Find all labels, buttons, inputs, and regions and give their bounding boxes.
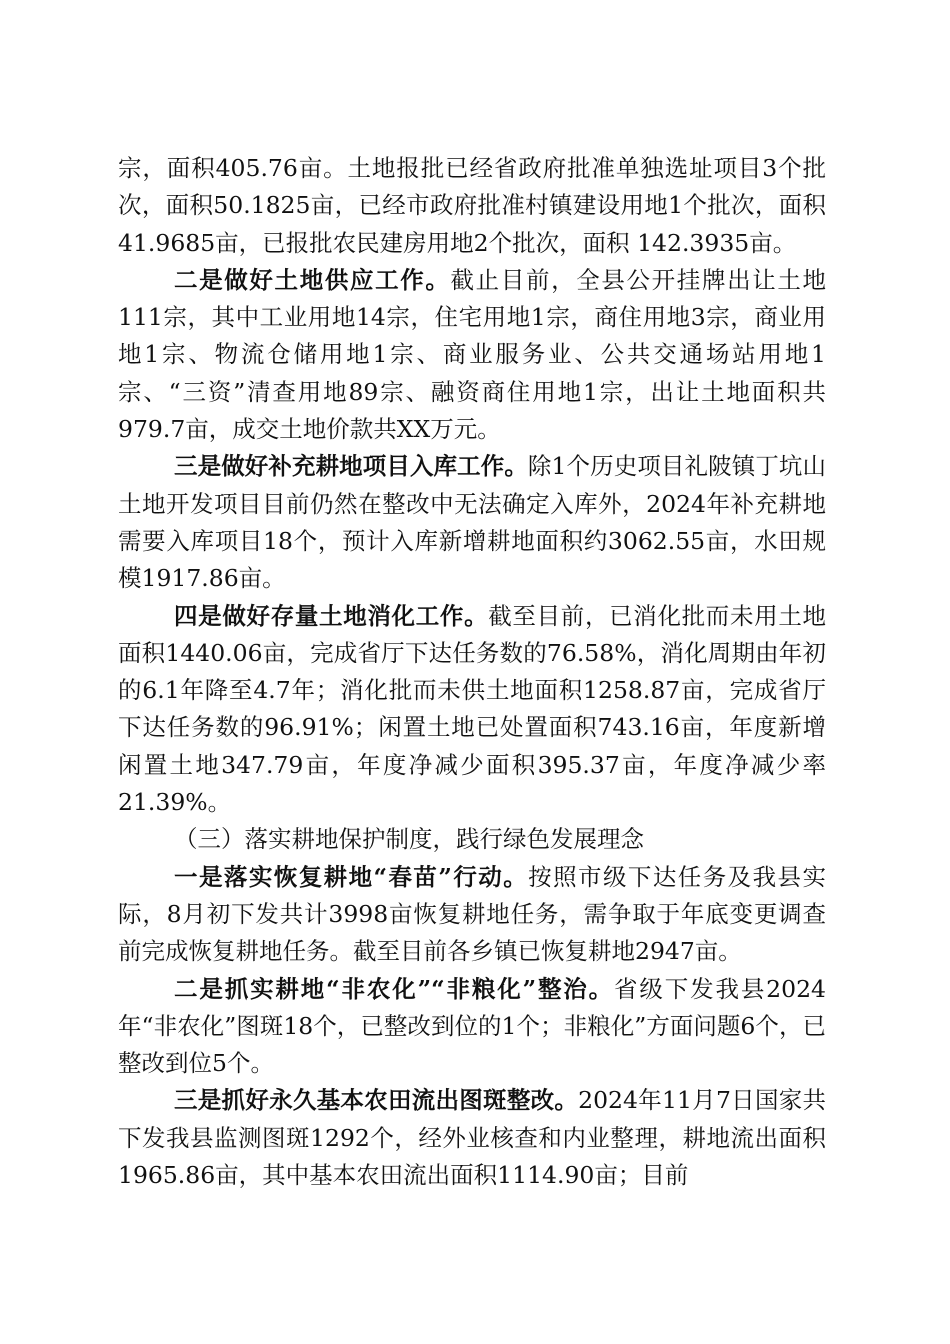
section-heading-text: （三）落实耕地保护制度，践行绿色发展理念 [174, 825, 644, 854]
paragraph-lead: 三是做好补充耕地项目入库工作。 [174, 452, 528, 481]
paragraph-lead: 二是做好土地供应工作。 [174, 265, 451, 294]
paragraph-text: 按照市级下达任务及我县实际，8月初下发共计3998亩恢复耕地任务，需争取于年底变更调查前完成恢复耕地任务。截至目前各乡镇已恢复耕地2947亩。 [118, 862, 827, 966]
document-page [118, 150, 826, 1194]
paragraph-text: 宗，面积405.76亩。土地报批已经省政府批准单独选址项目3个批次，面积50.1825亩，已经市政府批准村镇建设用地1个批次，面积41.9685亩，已报批农民建房用地2个批次，面积 142.3935亩。 [118, 154, 826, 257]
paragraph-stock-land [118, 598, 826, 822]
paragraph-lead: 二是抓实耕地“非农化”“非粮化”整治。 [174, 974, 615, 1003]
paragraph-basic-farmland [118, 1082, 826, 1194]
paragraph-text: 省级下发我县2024年“非农化”图斑18个，已整改到位的1个；非粮化”方面问题6个，已整改到位5个。 [118, 974, 826, 1078]
paragraph-text: 截至目前，已消化批而未用土地面积1440.06亩，完成省厅下达任务数的76.58%，消化周期由年初的6.1年降至4.7年；消化批而未供土地面积1258.87亩，完成省厅下达任务数的96.91%；闲置土地已处置面积743.16亩，年度新增闲置土地347.79亩，年度净减少面积395.37亩，年度净减少率21.39%。 [118, 601, 826, 817]
paragraph-text: 截止目前，全县公开挂牌出让土地111宗，其中工业用地14宗，住宅用地1宗，商住用地3宗，商业用地1宗、物流仓储用地1宗、商业服务业、公共交通场站用地1宗、“三资”清查用地89宗、融资商住用地1宗，出让土地面积共979.7亩，成交土地价款共XX万元。 [118, 265, 827, 444]
paragraph-non-agri [118, 971, 826, 1083]
paragraph-lead: 四是做好存量土地消化工作。 [174, 601, 489, 630]
paragraph-lead: 三是抓好永久基本农田流出图斑整改。 [174, 1086, 579, 1115]
paragraph-text: 2024年11月7日国家共下发我县监测图斑1292个，经外业核查和内业整理，耕地流出面积1965.86亩，其中基本农田流出面积1114.90亩；目前 [118, 1086, 827, 1190]
paragraph-land-supply [118, 262, 826, 448]
paragraph-supplementary-farmland [118, 448, 826, 597]
paragraph-lead: 一是落实恢复耕地“春苗”行动。 [174, 862, 529, 891]
section-heading-3 [118, 821, 826, 858]
paragraph-spring-seedling [118, 859, 826, 971]
paragraph-continuation [118, 150, 826, 262]
paragraph-text: 除1个历史项目礼陂镇丁坑山土地开发项目目前仍然在整改中无法确定入库外，2024年补充耕地需要入库项目18个，预计入库新增耕地面积约3062.55亩，水田规模1917.86亩。 [118, 452, 827, 593]
